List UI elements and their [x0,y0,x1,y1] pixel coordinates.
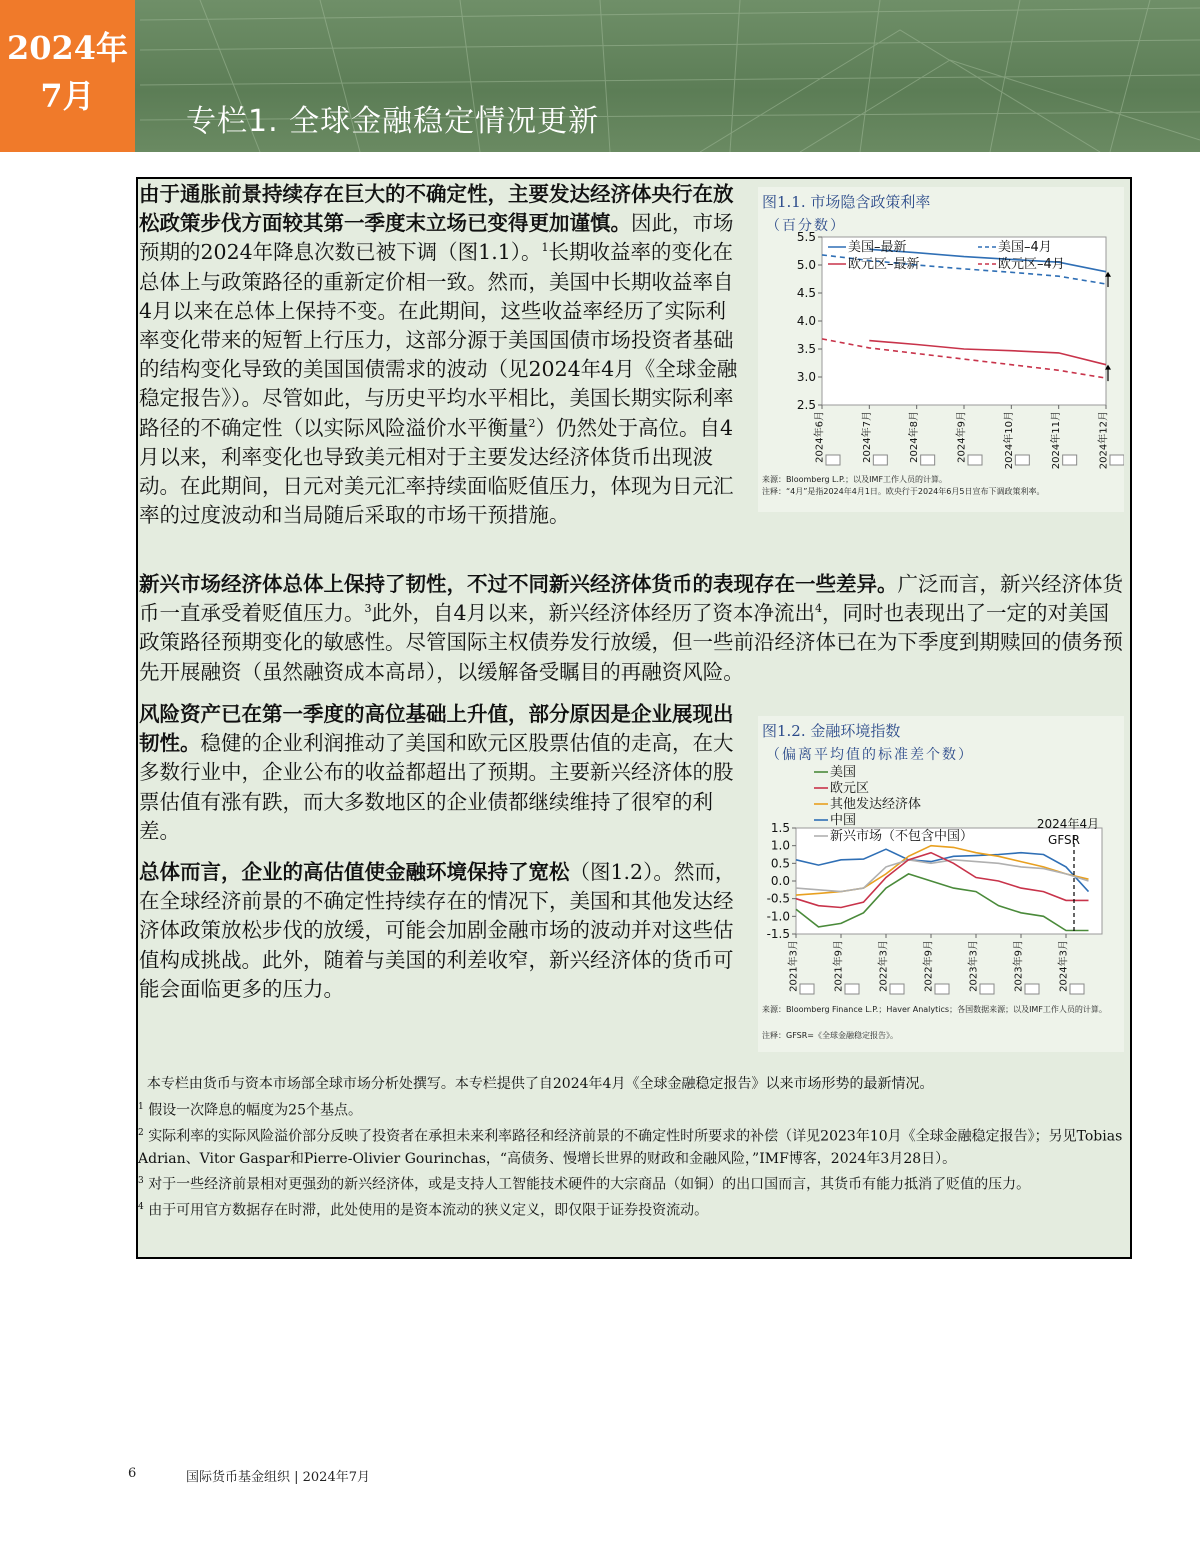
footnote-1-num: 1 [138,1101,144,1112]
x-tick-box [1025,984,1039,994]
x-tick-box [845,984,859,994]
figure-1-2-note: 注释：GFSR=《全球金融稳定报告》。 [762,1031,898,1040]
paragraph-1a [139,180,739,530]
x-tick-box [1063,455,1077,465]
legend-label-欧元区–最新: 欧元区–最新 [848,257,920,272]
footnote-ref-4: 4 [815,602,823,616]
paragraph-1-text: 因此，市场预期的2024年降息次数已被下调（图1.1）。 [139,211,734,265]
figure-1-1-title: 图1.1. 市场隐含政策利率 [762,193,931,211]
footnote-4-text: 由于可用官方数据存在时滞，此处使用的是资本流动的狭义定义，即仅限于证券投资流动。 [148,1203,709,1220]
x-tick-box [1070,984,1084,994]
page-title: 专栏1. 全球金融稳定情况更新 [186,104,600,139]
y-tick-label: 4.5 [796,286,816,300]
x-tick-box [800,984,814,994]
gfsr-annotation: 2024年4月 [1036,817,1100,831]
figure-1-1-chart [758,187,1124,487]
legend-label-其他发达经济体: 其他发达经济体 [830,797,922,812]
x-tick-box [968,455,982,465]
x-tick-label: 2022年3月 [878,940,890,992]
paragraph-2-text: 广泛而言，新兴经济体货币一直承受着贬值压力。 [139,572,1123,626]
y-tick-label: 5.5 [796,230,816,244]
y-tick-label: 4.0 [796,314,816,328]
figure-1-2 [758,716,1124,1052]
figure-1-1 [758,187,1124,512]
x-tick-label: 2024年9月 [956,411,968,463]
header-background-pattern [0,0,1200,152]
footnote-2-num: 2 [138,1127,144,1138]
paragraph-2 [139,570,1129,687]
y-tick-label: 1.0 [770,838,790,853]
paragraph-2-text3: ，同时也表现出了一定的对美国政策路径预期变化的敏感性。尽管国际主权债券发行放缓，但一些前沿经济体已在为下季度到期赎回的债务预先开展融资（虽然融资成本高昂），以缓解备受瞩目的再融资风险。 [139,601,1123,684]
x-tick-box [921,455,935,465]
footnote-4 [138,1196,1130,1222]
footnote-0 [138,1073,1130,1096]
footnote-2 [138,1122,1130,1171]
date-badge [0,0,135,152]
y-tick-label: 5.0 [796,258,816,272]
legend-label-新兴市场（不包含中国）: 新兴市场（不包含中国） [830,829,974,844]
x-tick-label: 2024年11月 [1051,411,1063,470]
x-tick-label: 2024年8月 [909,411,921,463]
legend-label-美国–4月: 美国–4月 [998,240,1052,255]
page-number: 6 [128,1466,137,1481]
paragraph-1-text2: 长期收益率的变化在总体上与政策路径的重新定价相一致。然而，美国中长期收益率自4月以来在总体上保持不变。在此期间，这些收益率经历了实际利率变化带来的短暂上行压力，这部分源于美国国债市场投资者基础的结构变化导致的美国国债需求的波动（见2024年4月《全球金融稳定报告》）。尽管如此，与历史平均水平相比，美国长期实际利率路径的不确定性（以实际风险溢价水平衡量 [139,240,738,440]
y-tick-label: 0.5 [770,856,790,871]
footer-text: 国际货币基金组织 | 2024年7月 [186,1470,370,1485]
footnote-3-text: 对于一些经济前景相对更强劲的新兴经济体，或是支持人工智能技术硬件的大宗商品（如铜）的出口国而言，其货币有能力抵消了贬值的压力。 [148,1176,1031,1193]
x-tick-box [935,984,949,994]
paragraph-1-lead: 由于通胀前景持续存在巨大的不确定性，主要发达经济体央行在放松政策步伐方面较其第一季度末立场已变得更加谨慎。 [139,182,734,236]
x-tick-box [1110,455,1124,465]
y-tick-label: -0.5 [766,891,790,906]
paragraph-3-lead: 风险资产已在第一季度的高位基础上升值，部分原因是企业展现出韧性。 [139,702,734,756]
x-tick-label: 2024年3月 [1058,940,1070,992]
figure-1-2-subtitle: （偏离平均值的标准差个数） [766,747,974,763]
footnote-1-text: 假设一次降息的幅度为25个基点。 [148,1102,363,1119]
footnote-3-num: 3 [138,1176,144,1187]
legend-label-美国–最新: 美国–最新 [848,240,907,255]
x-tick-label: 2021年3月 [788,940,800,992]
x-tick-label: 2024年10月 [1003,411,1015,470]
y-tick-label: 3.0 [796,370,816,384]
x-tick-box [890,984,904,994]
x-tick-box [873,455,887,465]
x-tick-label: 2024年6月 [814,411,826,463]
page-header [0,0,1200,152]
x-tick-label: 2021年9月 [833,940,845,992]
figure-1-2-title: 图1.2. 金融环境指数 [762,722,901,740]
y-tick-label: 1.5 [770,821,790,835]
legend-label-欧元区–4月: 欧元区–4月 [998,257,1065,272]
paragraph-2-lead: 新兴市场经济体总体上保持了韧性，不过不同新兴经济体货币的表现存在一些差异。 [139,572,898,596]
x-tick-box [826,455,840,465]
paragraph-3 [139,700,739,846]
y-tick-label: 2.5 [796,398,816,412]
gfsr-annotation-label: GFSR [1048,833,1080,847]
footnote-ref-3: 3 [364,602,372,616]
figure-1-2-chart [758,716,1124,1006]
footnote-4-num: 4 [138,1202,144,1213]
y-tick-label: 3.5 [796,342,816,356]
paragraph-4-lead: 总体而言，企业的高估值使金融环境保持了宽松 [139,860,570,884]
paragraph-4-text: （图1.2）。然而，在全球经济前景的不确定性持续存在的情况下，美国和其他发达经济体政策放松步伐的放缓，可能会加剧金融市场的波动并对这些估值构成挑战。此外，随着与美国的利差收窄，新兴经济体的货币可能会面临更多的压力。 [139,860,736,1001]
footnote-2-text: 实际利率的实际风险溢价部分反映了投资者在承担未来利率路径和经济前景的不确定性时所要求的补偿（详见2023年10月《全球金融稳定报告》；另见Tobias Adrian、Vitor Gaspar和Pierre-Olivier Gourinchas，“高债务、慢增长世界的财政和金融风险，”IMF博客，2024年3月28日）。 [138,1128,1123,1167]
y-tick-label: -1.5 [766,927,790,941]
y-tick-label: -1.0 [766,909,790,924]
x-tick-label: 2022年9月 [923,940,935,992]
paragraph-3-text: 稳健的企业利润推动了美国和欧元区股票估值的走高，在大多数行业中，企业公布的收益都超出了预期。主要新兴经济体的股票估值有涨有跌，而大多数地区的企业债都继续维持了很窄的利差。 [139,731,734,843]
date-year: 2024年 [6,29,129,67]
footnote-ref-1: 1 [541,241,549,255]
legend-label-欧元区: 欧元区 [830,781,870,796]
legend-label-美国: 美国 [830,765,857,780]
paragraph-4 [139,858,739,1004]
x-tick-label: 2024年12月 [1098,411,1110,470]
paragraph-2-text2: 此外，自4月以来，新兴经济体经历了资本净流出 [371,601,816,626]
date-month: 7月 [40,77,95,115]
x-tick-label: 2023年9月 [1013,940,1025,992]
figure-1-1-subtitle: （百分数） [766,218,846,234]
paragraph-1-text3: ）仍然处于高位。自4月以来，利率变化也导致美元相对于主要发达经济体货币出现波动。在此期间，日元对美元汇率持续面临贬值压力，体现为日元汇率的过度波动和当局随后采取的市场干预措施。 [139,415,734,528]
x-tick-label: 2024年7月 [861,411,873,463]
footnote-1 [138,1096,1130,1122]
figure-1-2-source: 来源：Bloomberg Finance L.P.；Haver Analytics；各国数据来源；以及IMF工作人员的计算。 [762,1005,1107,1014]
footnote-ref-2: 2 [528,416,536,430]
figure-1-1-note: 注释：“4月”是指2024年4月1日。欧央行于2024年6月5日宣布下调政策利率。 [762,487,1045,496]
footnotes [138,1073,1130,1223]
footnote-3 [138,1170,1130,1196]
y-tick-label: 0.0 [770,874,790,888]
figure-1-1-source: 来源：Bloomberg L.P.；以及IMF工作人员的计算。 [762,475,948,484]
x-tick-box [1015,455,1029,465]
x-tick-box [980,984,994,994]
footnote-0-text: 本专栏由货币与资本市场部全球市场分析处撰写。本专栏提供了自2024年4月《全球金融稳定报告》以来市场形势的最新情况。 [146,1076,934,1092]
legend-label-中国: 中国 [830,813,857,828]
x-tick-label: 2023年3月 [968,940,980,992]
